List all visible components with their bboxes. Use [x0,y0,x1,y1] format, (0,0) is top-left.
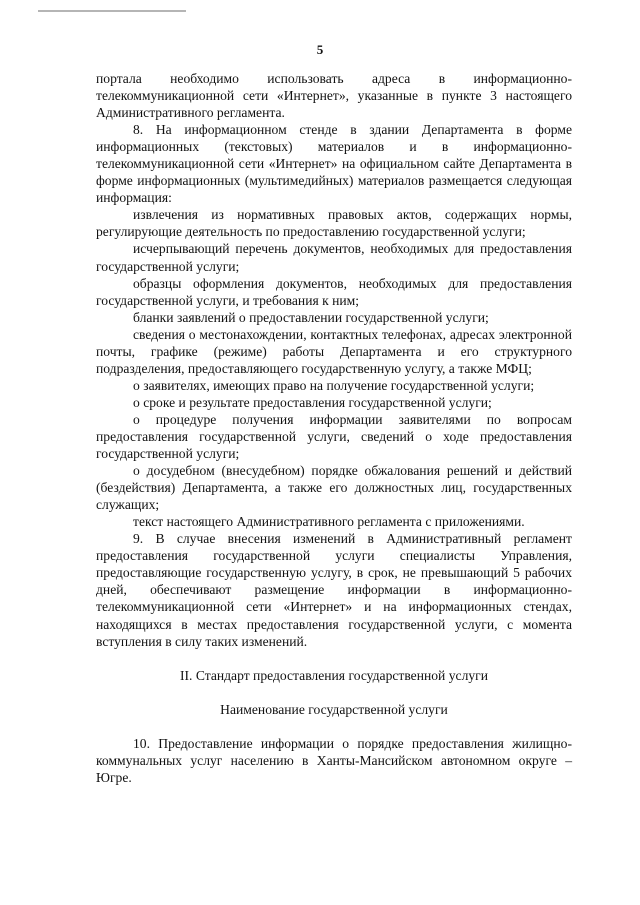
subsection-heading: Наименование государственной услуги [220,701,448,717]
paragraph-8: 8. На информационном стенде в здании Департамента в форме информационных (текстовых) материалов и в информационно-телекоммуникационной сети «Интернет» на официальном сайте Департамента в форме информационных (мультимедийных) материалов размещается следующая информация: [96,122,572,206]
list-item-documents-list: исчерпывающий перечень документов, необходимых для предоставления государственной услуги; [96,241,572,274]
list-item-terms: о сроке и результате предоставления государственной услуги; [133,394,492,410]
section-heading: II. Стандарт предоставления государственной услуги [179,667,488,683]
paragraph-9: 9. В случае внесения изменений в Административный регламент предоставления государственной услуги специалисты Управления, предоставляющие государственную услугу, в срок, не превышающий 5 рабочих дней, обеспечивают размещение информации в информационно-телекоммуникационной сети «Интернет» и на информационных стендах, находящихся в местах предоставления государственной услуги, с момента вступления в силу таких изменений. [96,531,572,649]
list-item-applicants: о заявителях, имеющих право на получение государственной услуги; [133,377,535,393]
paragraph-10: 10. Предоставление информации о порядке предоставления жилищно-коммунальных услуг населению в Ханты-Мансийском автономном округе – Югре. [96,735,572,785]
list-item-procedure: о процедуре получения информации заявителями по вопросам предоставления государственной услуги, сведений о ходе предоставления государственной услуги; [96,411,572,462]
list-item-samples: образцы оформления документов, необходимых для предоставления государственной услуги, и требования к ним; [96,275,572,308]
page-number: 5 [316,42,324,57]
document-body [96,70,572,786]
list-item-application-forms: бланки заявлений о предоставлении государственной услуги; [133,309,489,325]
paragraph-portal-addresses: портала необходимо использовать адреса в информационно-телекоммуникационной сети «Интернет», указанные в пункте 3 настоящего Административного регламента. [96,71,572,121]
list-item-regulation-text: текст настоящего Административного регламента с приложениями. [133,514,525,530]
list-item-appeal: о досудебном (внесудебном) порядке обжалования решений и действий (бездействия) Департамента, а также его должностных лиц, государственных служащих; [96,463,572,513]
list-item-extracts: извлечения из нормативных правовых актов, содержащих нормы, регулирующие деятельность по предоставлению государственной услуги; [96,207,572,240]
scan-artifact-line [38,10,186,12]
list-item-contacts: сведения о местонахождении, контактных телефонах, адресах электронной почты, графике (режиме) работы Департамента и его структурного подразделения, предоставляющего государственную услугу, а также МФЦ; [96,326,572,376]
